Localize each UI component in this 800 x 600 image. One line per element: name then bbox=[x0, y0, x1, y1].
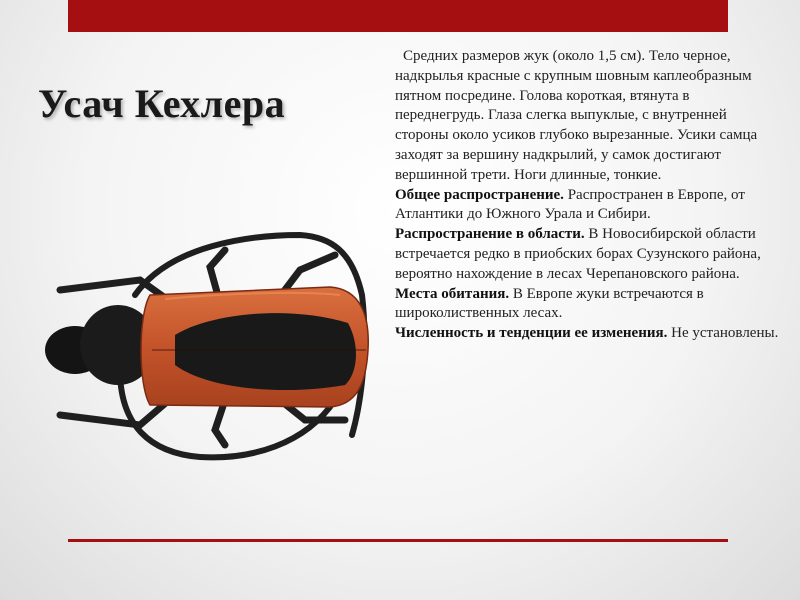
section-text: В Европе жуки встречаются в широколиственных лесах. bbox=[395, 285, 704, 322]
page-title: Усач Кехлера bbox=[38, 81, 286, 126]
bottom-accent-line bbox=[68, 539, 728, 542]
beetle-photo bbox=[0, 195, 390, 485]
section-label: Общее распространение. bbox=[395, 186, 564, 203]
section-habitat bbox=[395, 285, 780, 325]
section-label: Численность и тенденции ее изменения. bbox=[395, 325, 668, 342]
section-text: Не установлены. bbox=[667, 325, 779, 342]
section-label: Распространение в области. bbox=[395, 226, 585, 243]
description-text bbox=[395, 47, 780, 344]
intro-paragraph: Средних размеров жук (около 1,5 см). Тело черное, надкрылья красные с крупным шовным каплеобразным пятном посредине. Голова короткая, втянута в переднегрудь. Глаза слегка выпуклые, с внутренней стороны около усиков глубоко вырезанные. Усики самца заходят за вершину надкрылий, у самок достигают вершинной трети. Ноги длинные, тонкие. bbox=[395, 48, 758, 183]
section-text: В Новосибирской области встречается редко в приобских борах Сузунского района, вероятно нахождение в лесах Черепановского района. bbox=[395, 226, 761, 282]
section-population bbox=[395, 324, 780, 344]
section-regional-distribution bbox=[395, 225, 780, 284]
top-accent-bar bbox=[68, 0, 728, 32]
section-label: Места обитания. bbox=[395, 285, 510, 302]
section-text: Распространен в Европе, от Атлантики до Южного Урала и Сибири. bbox=[395, 186, 745, 223]
section-general-distribution bbox=[395, 186, 780, 226]
